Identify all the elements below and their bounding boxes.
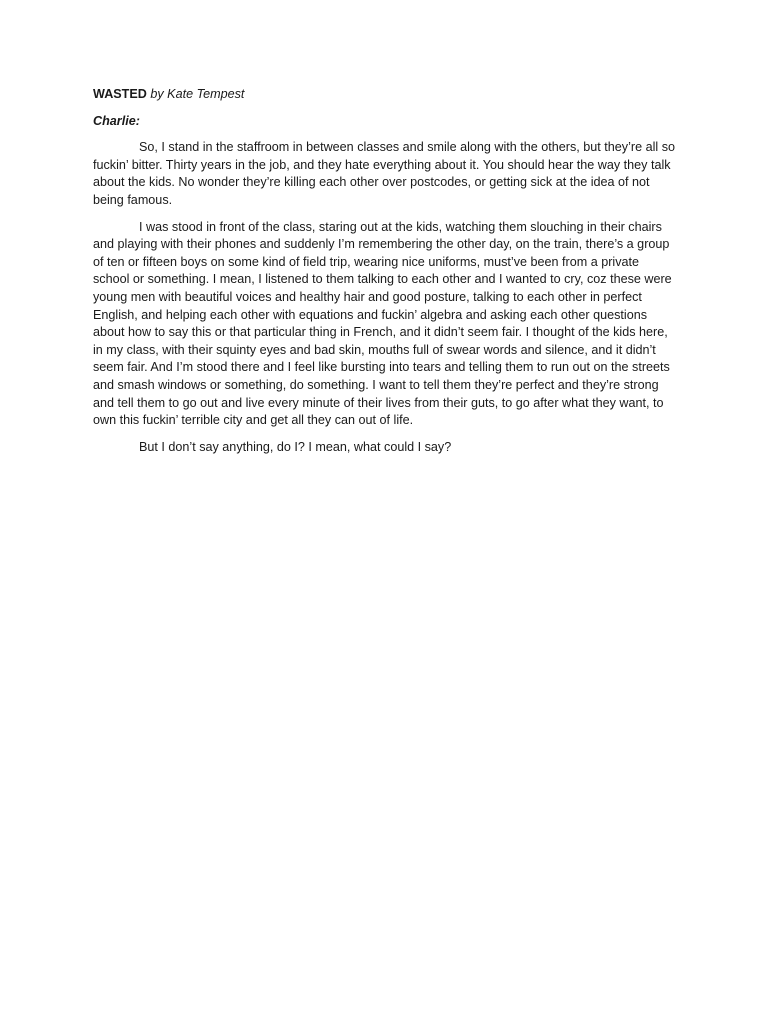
paragraph-1: So, I stand in the staffroom in between classes and smile along with the others, but they’re all so fuckin’ bitter. Thirty years in the job, and they hate everything about it. You should hear the way they talk about the kids. No wonder they’re killing each other over postcodes, or getting sick at the idea of not being famous. [93, 140, 675, 207]
speaker-name: Charlie: [93, 113, 140, 128]
document-byline: by Kate Tempest [150, 87, 245, 101]
document-page [93, 86, 678, 465]
paragraph-2: I was stood in front of the class, staring out at the kids, watching them slouching in their chairs and playing with their phones and suddenly I’m remembering the other day, on the train, there’s a group of ten or fifteen boys on some kind of field trip, wearing nice uniforms, must’ve been from a private school or something. I mean, I listened to them talking to each other and I wanted to cry, coz these were young men with beautiful voices and healthy hair and good posture, talking to each other in perfect English, and helping each other with equations and fuckin’ algebra and asking each other questions about how to say this or that particular thing in French, and it didn’t seem fair. I thought of the kids here, in my class, with their squinty eyes and bad skin, mouths full of swear words and silence, and it didn’t seem fair. And I’m stood there and I feel like bursting into tears and telling them to run out on the streets and smash windows or something, do something. I want to tell them they’re perfect and they’re strong and tell them to go out and live every minute of their lives from their guts, to go after what they want, to own this fuckin’ terrible city and get all they can out of life. [93, 219, 672, 428]
document-title: WASTED [93, 87, 147, 101]
paragraph-3: But I don’t say anything, do I? I mean, what could I say? [139, 439, 452, 454]
document-title-line [93, 86, 678, 104]
